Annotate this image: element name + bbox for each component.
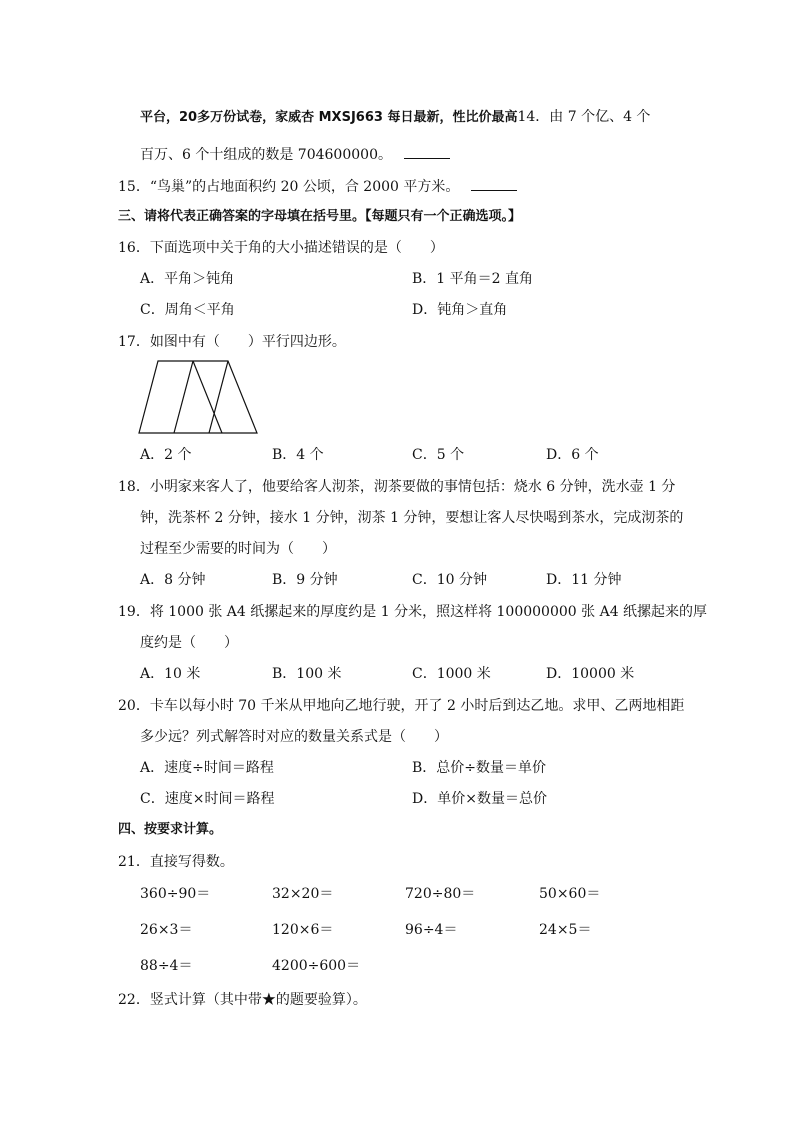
question-21-stem: 21．直接写得数。	[118, 854, 234, 870]
question-18-line1: 18．小明家来客人了，他要给客人沏茶，沏茶要做的事情包括：烧水 6 分钟，洗水壶 1 分	[118, 479, 676, 495]
answer-blank[interactable]	[471, 176, 517, 191]
figure-line	[209, 361, 228, 433]
q16-option-a[interactable]: A．平角＞钝角	[140, 271, 235, 287]
q20-option-c[interactable]: C．速度×时间＝路程	[140, 791, 275, 807]
question-14-line1	[140, 107, 650, 128]
question-20-line2: 多少远？列式解答时对应的数量关系式是（ ）	[140, 729, 448, 745]
q19-option-c[interactable]: C．1000 米	[412, 666, 491, 682]
q19-option-b[interactable]: B．100 米	[272, 666, 342, 682]
question-15	[118, 176, 517, 197]
q17-option-a[interactable]: A．2 个	[140, 447, 192, 463]
trapezoid-outline	[139, 361, 257, 433]
section-4-heading: 四、按要求计算。	[118, 822, 223, 837]
calc-item[interactable]: 88÷4＝	[140, 958, 193, 974]
q18-option-d[interactable]: D．11 分钟	[546, 572, 622, 588]
question-19-line2: 度约是（ ）	[140, 635, 238, 651]
q20-option-d[interactable]: D．单价×数量＝总价	[412, 791, 547, 807]
q19-option-d[interactable]: D．10000 米	[546, 666, 635, 682]
q20-option-a[interactable]: A．速度÷时间＝路程	[140, 760, 274, 776]
question-16-stem: 16．下面选项中关于角的大小描述错误的是（ ）	[118, 240, 444, 256]
figure-line	[174, 361, 193, 433]
question-14-line2	[140, 144, 450, 165]
parallelogram-figure	[136, 358, 262, 438]
question-20-line1: 20．卡车以每小时 70 千米从甲地向乙地行驶，开了 2 小时后到达乙地。求甲、乙两地相距	[118, 698, 685, 714]
calc-item[interactable]: 4200÷600＝	[272, 958, 361, 974]
question-22-stem: 22．竖式计算（其中带★的题要验算）。	[118, 992, 367, 1008]
calc-item[interactable]: 360÷90＝	[140, 886, 211, 902]
q14-line2-text: 百万、6 个十组成的数是 704600000。	[140, 147, 392, 163]
q20-option-b[interactable]: B．总价÷数量＝单价	[412, 760, 547, 776]
q18-option-b[interactable]: B．9 分钟	[272, 572, 338, 588]
q14-start: 14．由 7 个亿、4 个	[517, 109, 651, 125]
section-3-heading: 三、请将代表正确答案的字母填在括号里。【每题只有一个正确选项。】	[118, 209, 522, 224]
q18-option-c[interactable]: C．10 分钟	[412, 572, 487, 588]
q15-text: 15．“鸟巢”的占地面积约 20 公顷，合 2000 平方米。	[118, 179, 460, 195]
q16-option-d[interactable]: D．钝角＞直角	[412, 302, 508, 318]
calc-item[interactable]: 32×20＝	[272, 886, 334, 902]
calc-item[interactable]: 24×5＝	[539, 922, 592, 938]
q16-option-b[interactable]: B．1 平角＝2 直角	[412, 271, 534, 287]
q17-option-c[interactable]: C．5 个	[412, 447, 465, 463]
question-17-stem: 17．如图中有（ ）平行四边形。	[118, 334, 346, 350]
question-18-line3: 过程至少需要的时间为（ ）	[140, 541, 336, 557]
q18-option-a[interactable]: A．8 分钟	[140, 572, 206, 588]
calc-item[interactable]: 26×3＝	[140, 922, 193, 938]
q13-tail-text: 平台，20多万份试卷，家威杏 MXSJ663 每日最新，性比价最高	[140, 110, 518, 125]
q16-option-c[interactable]: C．周角＜平角	[140, 302, 235, 318]
answer-blank[interactable]	[404, 144, 450, 159]
figure-line	[193, 361, 222, 433]
question-19-line1: 19．将 1000 张 A4 纸摞起来的厚度约是 1 分米，照这样将 100000000 张 A4 纸摞起来的厚	[118, 604, 708, 620]
calc-item[interactable]: 120×6＝	[272, 922, 334, 938]
calc-item[interactable]: 720÷80＝	[405, 886, 476, 902]
calc-item[interactable]: 96÷4＝	[405, 922, 458, 938]
calc-item[interactable]: 50×60＝	[539, 886, 601, 902]
q17-option-d[interactable]: D．6 个	[546, 447, 599, 463]
question-18-line2: 钟，洗茶杯 2 分钟，接水 1 分钟，沏茶 1 分钟，要想让客人尽快喝到茶水，完成沏茶的	[140, 510, 684, 526]
q17-option-b[interactable]: B．4 个	[272, 447, 324, 463]
q19-option-a[interactable]: A．10 米	[140, 666, 201, 682]
